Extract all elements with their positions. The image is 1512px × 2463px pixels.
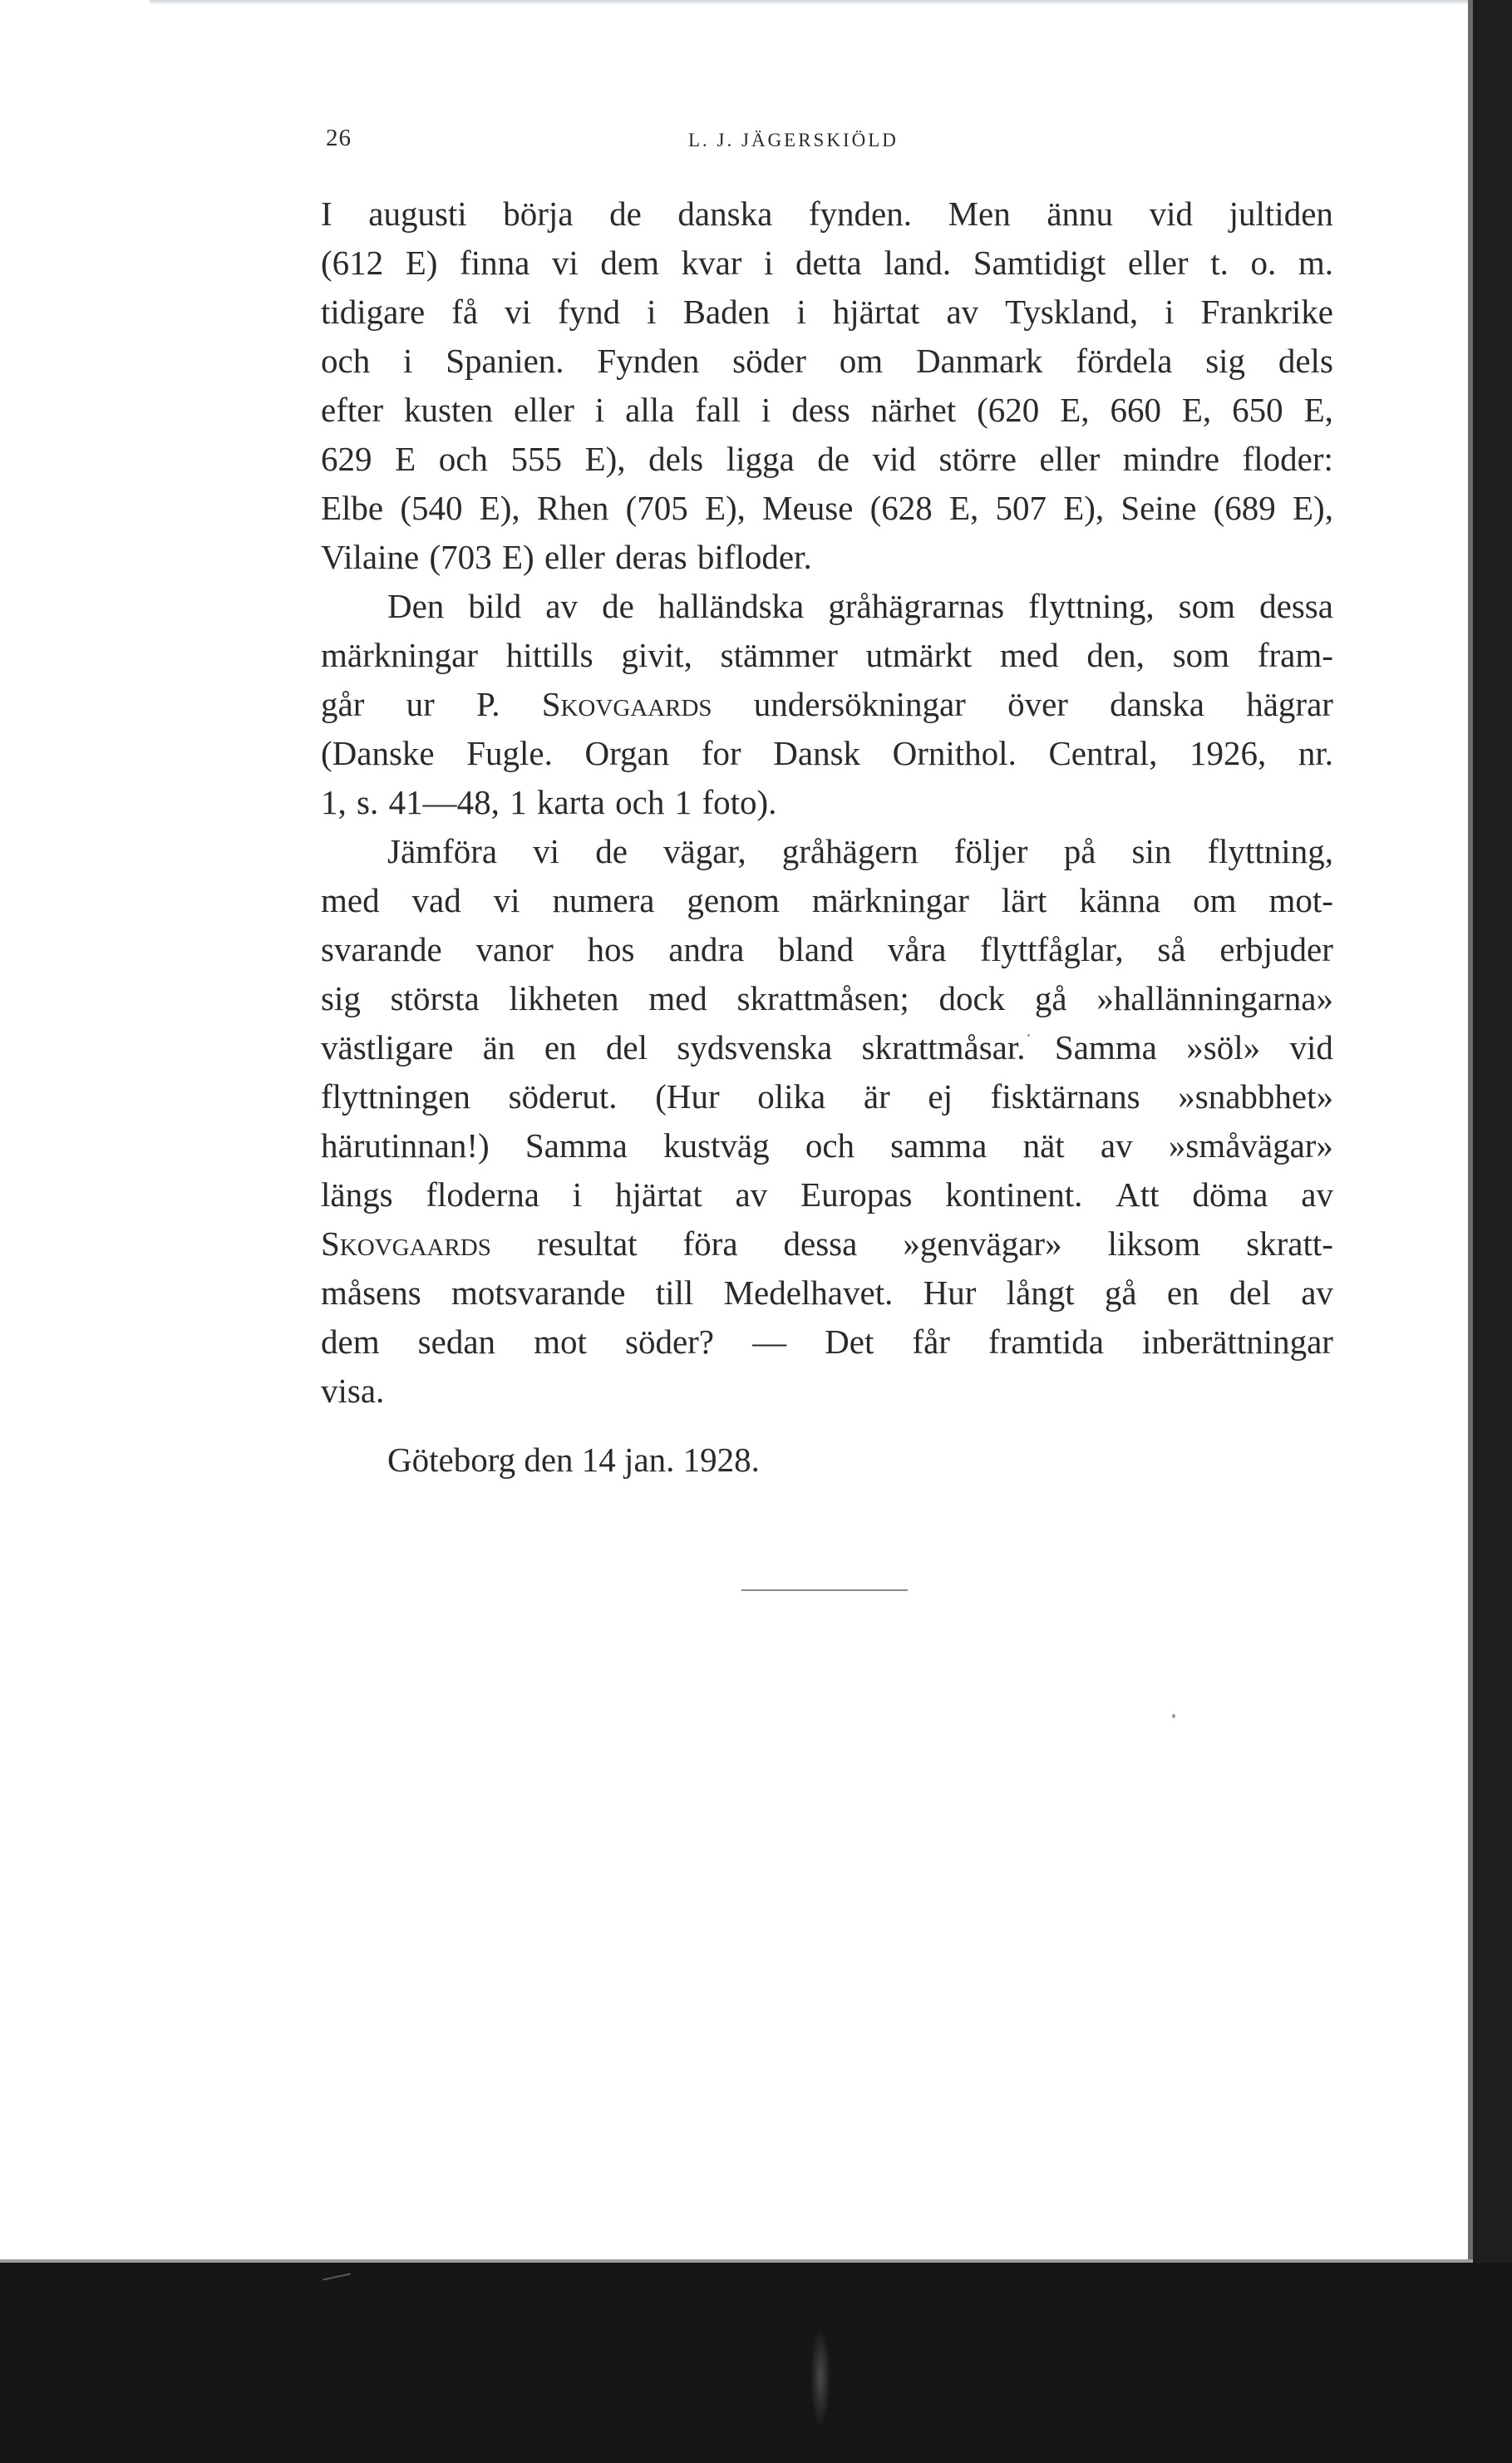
- word: dem: [600, 244, 659, 282]
- word: (705: [625, 489, 688, 527]
- word: döma: [1192, 1175, 1268, 1214]
- word: Att: [1116, 1175, 1160, 1214]
- word: föra: [682, 1224, 738, 1263]
- text-line: [321, 533, 1333, 582]
- word: Samma: [525, 1126, 628, 1165]
- word: längs: [321, 1175, 393, 1214]
- word: halländska: [657, 587, 805, 625]
- text-line: [321, 827, 1333, 876]
- word: fram-: [1257, 636, 1333, 674]
- text-line: [321, 288, 1333, 337]
- word: Meuse: [762, 489, 854, 527]
- word: och: [615, 783, 665, 821]
- word: (620: [977, 391, 1040, 429]
- word: våra: [887, 930, 947, 968]
- word: på: [1063, 832, 1096, 870]
- word: E): [405, 244, 438, 282]
- word: utmärkt: [865, 636, 973, 674]
- word: av: [735, 1175, 768, 1214]
- body-text: [321, 190, 1333, 1416]
- word: Tyskland,: [1005, 293, 1139, 331]
- word: P.: [475, 685, 500, 723]
- text-line: [321, 974, 1333, 1023]
- word: till: [655, 1273, 694, 1312]
- word: Baden: [682, 293, 771, 331]
- word: fall: [695, 391, 741, 429]
- word: augusti: [368, 195, 467, 233]
- word: m.: [1298, 244, 1333, 282]
- word: måsens: [321, 1273, 421, 1312]
- word: med: [321, 881, 380, 919]
- word: går: [321, 685, 365, 723]
- text-line: [321, 1268, 1333, 1318]
- dateline: Göteborg den 14 jan. 1928.: [387, 1441, 760, 1479]
- word: 1926,: [1189, 734, 1267, 772]
- text-line: [321, 386, 1333, 435]
- word: i: [572, 1175, 583, 1214]
- word: i: [764, 244, 774, 282]
- word: I: [321, 195, 332, 233]
- word: skrattmåsen;: [736, 979, 909, 1017]
- word: Europas: [800, 1175, 913, 1214]
- word: bild: [468, 587, 522, 625]
- word: numera: [552, 881, 655, 919]
- word: kontinent.: [945, 1175, 1083, 1214]
- word: Seine: [1120, 489, 1197, 527]
- word: sig: [321, 979, 361, 1017]
- word: flyttning,: [1207, 832, 1333, 870]
- text-line: [321, 1219, 1333, 1268]
- word: framtida: [988, 1323, 1104, 1361]
- page-number: 26: [326, 125, 352, 151]
- word: av: [946, 293, 979, 331]
- word: Medelhavet.: [723, 1273, 894, 1312]
- word: 629: [321, 440, 372, 478]
- word: E,: [1303, 391, 1333, 429]
- word: dem: [321, 1323, 380, 1361]
- word: och: [321, 342, 371, 380]
- scan-right-border: [1473, 0, 1512, 2463]
- text-line: [321, 925, 1333, 974]
- word: fördela: [1076, 342, 1173, 380]
- word: Vilaine: [321, 538, 420, 576]
- word: söder: [732, 342, 806, 380]
- word: del: [1229, 1273, 1271, 1312]
- word: märkningar: [321, 636, 478, 674]
- word: de: [609, 195, 642, 233]
- word: »hallänningarna»: [1096, 979, 1333, 1017]
- word: gråhägern: [781, 832, 919, 870]
- word: hägrar: [1246, 685, 1333, 723]
- word: E),: [1293, 489, 1333, 527]
- word: de: [602, 587, 634, 625]
- word: E): [501, 538, 534, 576]
- word: Dansk: [773, 734, 861, 772]
- word: sin: [1131, 832, 1172, 870]
- word: hittills: [505, 636, 593, 674]
- word: Samma: [1054, 1028, 1157, 1066]
- text-line: [321, 680, 1333, 729]
- word: floderna: [426, 1175, 539, 1214]
- word: i: [1165, 293, 1175, 331]
- word: fynden.: [808, 195, 912, 233]
- word: så: [1157, 930, 1186, 968]
- word: hos: [587, 930, 635, 968]
- word: detta: [795, 244, 862, 282]
- word: Danmark: [915, 342, 1043, 380]
- word: vid: [1149, 195, 1194, 233]
- word: del: [605, 1028, 648, 1066]
- word: stämmer: [720, 636, 838, 674]
- word: en: [1166, 1273, 1199, 1312]
- word: inberättningar: [1142, 1323, 1333, 1361]
- word: Samtidigt: [973, 244, 1106, 282]
- word: skratt-: [1246, 1224, 1333, 1263]
- word: av: [545, 587, 578, 625]
- word: som: [1172, 636, 1230, 674]
- word: långt: [1006, 1273, 1075, 1312]
- word: Ornithol.: [892, 734, 1017, 772]
- word: vi: [533, 832, 560, 870]
- word: Fynden: [597, 342, 700, 380]
- word: svarande: [321, 930, 442, 968]
- word: floder:: [1242, 440, 1333, 478]
- word: (Danske: [321, 734, 435, 772]
- word: efter: [321, 391, 384, 429]
- text-line: [321, 778, 1333, 827]
- word: flyttfåglar,: [980, 930, 1124, 968]
- word: dessa: [783, 1224, 858, 1263]
- word: karta: [536, 783, 605, 821]
- word: fynd: [558, 293, 621, 331]
- word: Organ: [584, 734, 670, 772]
- word: 507: [995, 489, 1047, 527]
- word: med: [1000, 636, 1059, 674]
- word: om: [1193, 881, 1237, 919]
- word: foto).: [702, 783, 777, 821]
- text-line: [321, 631, 1333, 680]
- word: hjärtat: [832, 293, 920, 331]
- word: med: [648, 979, 707, 1017]
- word: nät: [1022, 1126, 1065, 1165]
- word: »småvägar»: [1168, 1126, 1333, 1165]
- word: (703: [429, 538, 492, 576]
- word: de: [817, 440, 850, 478]
- word: vanor: [475, 930, 554, 968]
- word: s.: [357, 783, 379, 821]
- word: Frankrike: [1200, 293, 1333, 331]
- word: eller: [1127, 244, 1189, 282]
- word: kvar: [681, 244, 742, 282]
- word: Skovgaards: [541, 685, 712, 723]
- word: (540: [400, 489, 463, 527]
- text-line: [321, 435, 1333, 484]
- word: vad: [411, 881, 461, 919]
- word: kusten: [404, 391, 494, 429]
- word: for: [701, 734, 741, 772]
- word: andra: [668, 930, 745, 968]
- word: Elbe: [321, 489, 384, 527]
- word: (Hur: [655, 1077, 720, 1116]
- word: bifloder.: [697, 538, 812, 576]
- text-line: [321, 1072, 1333, 1121]
- word: E,: [949, 489, 979, 527]
- text-line: [321, 1170, 1333, 1219]
- word: skrattmåsar.: [861, 1028, 1026, 1066]
- word: vi: [551, 244, 579, 282]
- word: sig: [1205, 342, 1246, 380]
- word: 41—48,: [388, 783, 500, 821]
- word: över: [1007, 685, 1068, 723]
- word: och: [805, 1126, 855, 1165]
- word: vi: [505, 293, 531, 331]
- word: flyttningen: [321, 1077, 470, 1116]
- word: i: [403, 342, 413, 380]
- text-line: [321, 190, 1333, 239]
- word: som: [1178, 587, 1236, 625]
- word: i: [594, 391, 605, 429]
- word: danska: [1110, 685, 1204, 723]
- word: (689: [1213, 489, 1276, 527]
- word: fisktärnans: [990, 1077, 1140, 1116]
- word: mindre: [1122, 440, 1220, 478]
- word: sydsvenska: [677, 1028, 833, 1066]
- word: är: [863, 1077, 890, 1116]
- word: alla: [625, 391, 675, 429]
- word: västligare: [321, 1028, 454, 1066]
- word: och: [438, 440, 488, 478]
- word: dessa: [1259, 587, 1333, 625]
- word: Fugle.: [466, 734, 553, 772]
- word: visa.: [321, 1372, 385, 1410]
- word: söder?: [624, 1323, 714, 1361]
- word: härutinnan!): [321, 1126, 490, 1165]
- word: följer: [953, 832, 1028, 870]
- word: undersökningar: [753, 685, 966, 723]
- word: ur: [406, 685, 435, 723]
- word: börja: [503, 195, 574, 233]
- word: bland: [778, 930, 855, 968]
- word: kustväg: [663, 1126, 770, 1165]
- word: lärt: [1001, 881, 1047, 919]
- word: givit,: [621, 636, 692, 674]
- scan-speck: [1027, 1034, 1030, 1037]
- word: E,: [1181, 391, 1212, 429]
- word: Den: [387, 587, 445, 625]
- word: hjärtat: [614, 1175, 702, 1214]
- word: eller: [514, 391, 574, 429]
- word: (612: [321, 244, 384, 282]
- word: av: [1301, 1175, 1333, 1214]
- word: E),: [479, 489, 520, 527]
- word: o.: [1250, 244, 1277, 282]
- text-line: [321, 1318, 1333, 1367]
- word: erbjuder: [1219, 930, 1333, 968]
- word: samma: [890, 1126, 987, 1165]
- word: ännu: [1047, 195, 1114, 233]
- scan-bottom-border: [0, 2263, 1512, 2463]
- word: Skovgaards: [321, 1224, 491, 1263]
- word: av: [1100, 1126, 1133, 1165]
- word: vägar,: [663, 832, 746, 870]
- word: 650: [1232, 391, 1283, 429]
- word: 1: [674, 783, 692, 821]
- word: dels: [648, 440, 704, 478]
- word: motsvarande: [451, 1273, 626, 1312]
- word: få: [451, 293, 479, 331]
- word: Rhen: [536, 489, 609, 527]
- scan-speck: [1172, 1714, 1175, 1718]
- word: ligga: [726, 440, 795, 478]
- word: eller: [544, 538, 605, 576]
- word: 1: [510, 783, 527, 821]
- word: en: [544, 1028, 577, 1066]
- text-line: [321, 582, 1333, 631]
- word: gå: [1034, 979, 1067, 1017]
- word: tidigare: [321, 293, 426, 331]
- word: danska: [677, 195, 773, 233]
- word: får: [912, 1323, 950, 1361]
- word: »genvägar»: [903, 1224, 1062, 1263]
- word: —: [752, 1323, 787, 1361]
- text-line: [321, 484, 1333, 533]
- word: vid: [1289, 1028, 1333, 1066]
- text-line: [321, 337, 1333, 386]
- word: likheten: [509, 979, 619, 1017]
- word: mot: [534, 1323, 587, 1361]
- word: närhet: [870, 391, 957, 429]
- word: Det: [825, 1323, 874, 1361]
- word: flyttning,: [1028, 587, 1155, 625]
- word: finna: [460, 244, 530, 282]
- word: sedan: [417, 1323, 496, 1361]
- running-head: L. J. JÄGERSKIÖLD: [688, 130, 899, 150]
- word: Men: [948, 195, 1011, 233]
- end-rule: [741, 1589, 908, 1591]
- word: söderut.: [508, 1077, 618, 1116]
- word: Spanien.: [446, 342, 564, 380]
- word: känna: [1079, 881, 1161, 919]
- word: vid: [872, 440, 916, 478]
- text-line: [321, 1121, 1333, 1170]
- scan-top-edge: [150, 0, 1468, 5]
- word: den,: [1086, 636, 1145, 674]
- word: gråhägrarnas: [828, 587, 1005, 625]
- word: E),: [584, 440, 626, 478]
- word: eller: [1039, 440, 1101, 478]
- word: om: [839, 342, 884, 380]
- text-line: [321, 876, 1333, 925]
- word: ej: [928, 1077, 953, 1116]
- word: gå: [1104, 1273, 1137, 1312]
- word: E),: [704, 489, 746, 527]
- text-line: [321, 729, 1333, 778]
- word: E: [395, 440, 416, 478]
- scan-artifact: [810, 2328, 830, 2427]
- word: Jämföra: [387, 832, 498, 870]
- word: märkningar: [811, 881, 969, 919]
- word: de: [595, 832, 628, 870]
- word: olika: [757, 1077, 826, 1116]
- word: 1,: [321, 783, 347, 821]
- word: i: [647, 293, 657, 331]
- word: (628: [869, 489, 933, 527]
- word: genom: [687, 881, 780, 919]
- word: största: [390, 979, 480, 1017]
- word: jultiden: [1229, 195, 1333, 233]
- word: land.: [884, 244, 952, 282]
- word: »söl»: [1186, 1028, 1261, 1066]
- word: t.: [1210, 244, 1229, 282]
- word: E,: [1060, 391, 1090, 429]
- word: Hur: [923, 1273, 977, 1312]
- word: dels: [1278, 342, 1333, 380]
- text-line: [321, 239, 1333, 288]
- word: deras: [615, 538, 687, 576]
- word: i: [761, 391, 771, 429]
- word: resultat: [536, 1224, 638, 1263]
- word: Central,: [1048, 734, 1158, 772]
- word: nr.: [1298, 734, 1333, 772]
- word: liksom: [1107, 1224, 1201, 1263]
- word: mot-: [1268, 881, 1333, 919]
- word: 555: [510, 440, 562, 478]
- word: »snabbhet»: [1178, 1077, 1333, 1116]
- word: av: [1301, 1273, 1333, 1312]
- word: i: [796, 293, 806, 331]
- word: större: [938, 440, 1017, 478]
- word: dock: [938, 979, 1006, 1017]
- word: dess: [791, 391, 850, 429]
- text-line: [321, 1367, 1333, 1416]
- text-line: [321, 1023, 1333, 1072]
- word: än: [482, 1028, 515, 1066]
- word: E),: [1063, 489, 1105, 527]
- word: vi: [493, 881, 520, 919]
- word: 660: [1110, 391, 1161, 429]
